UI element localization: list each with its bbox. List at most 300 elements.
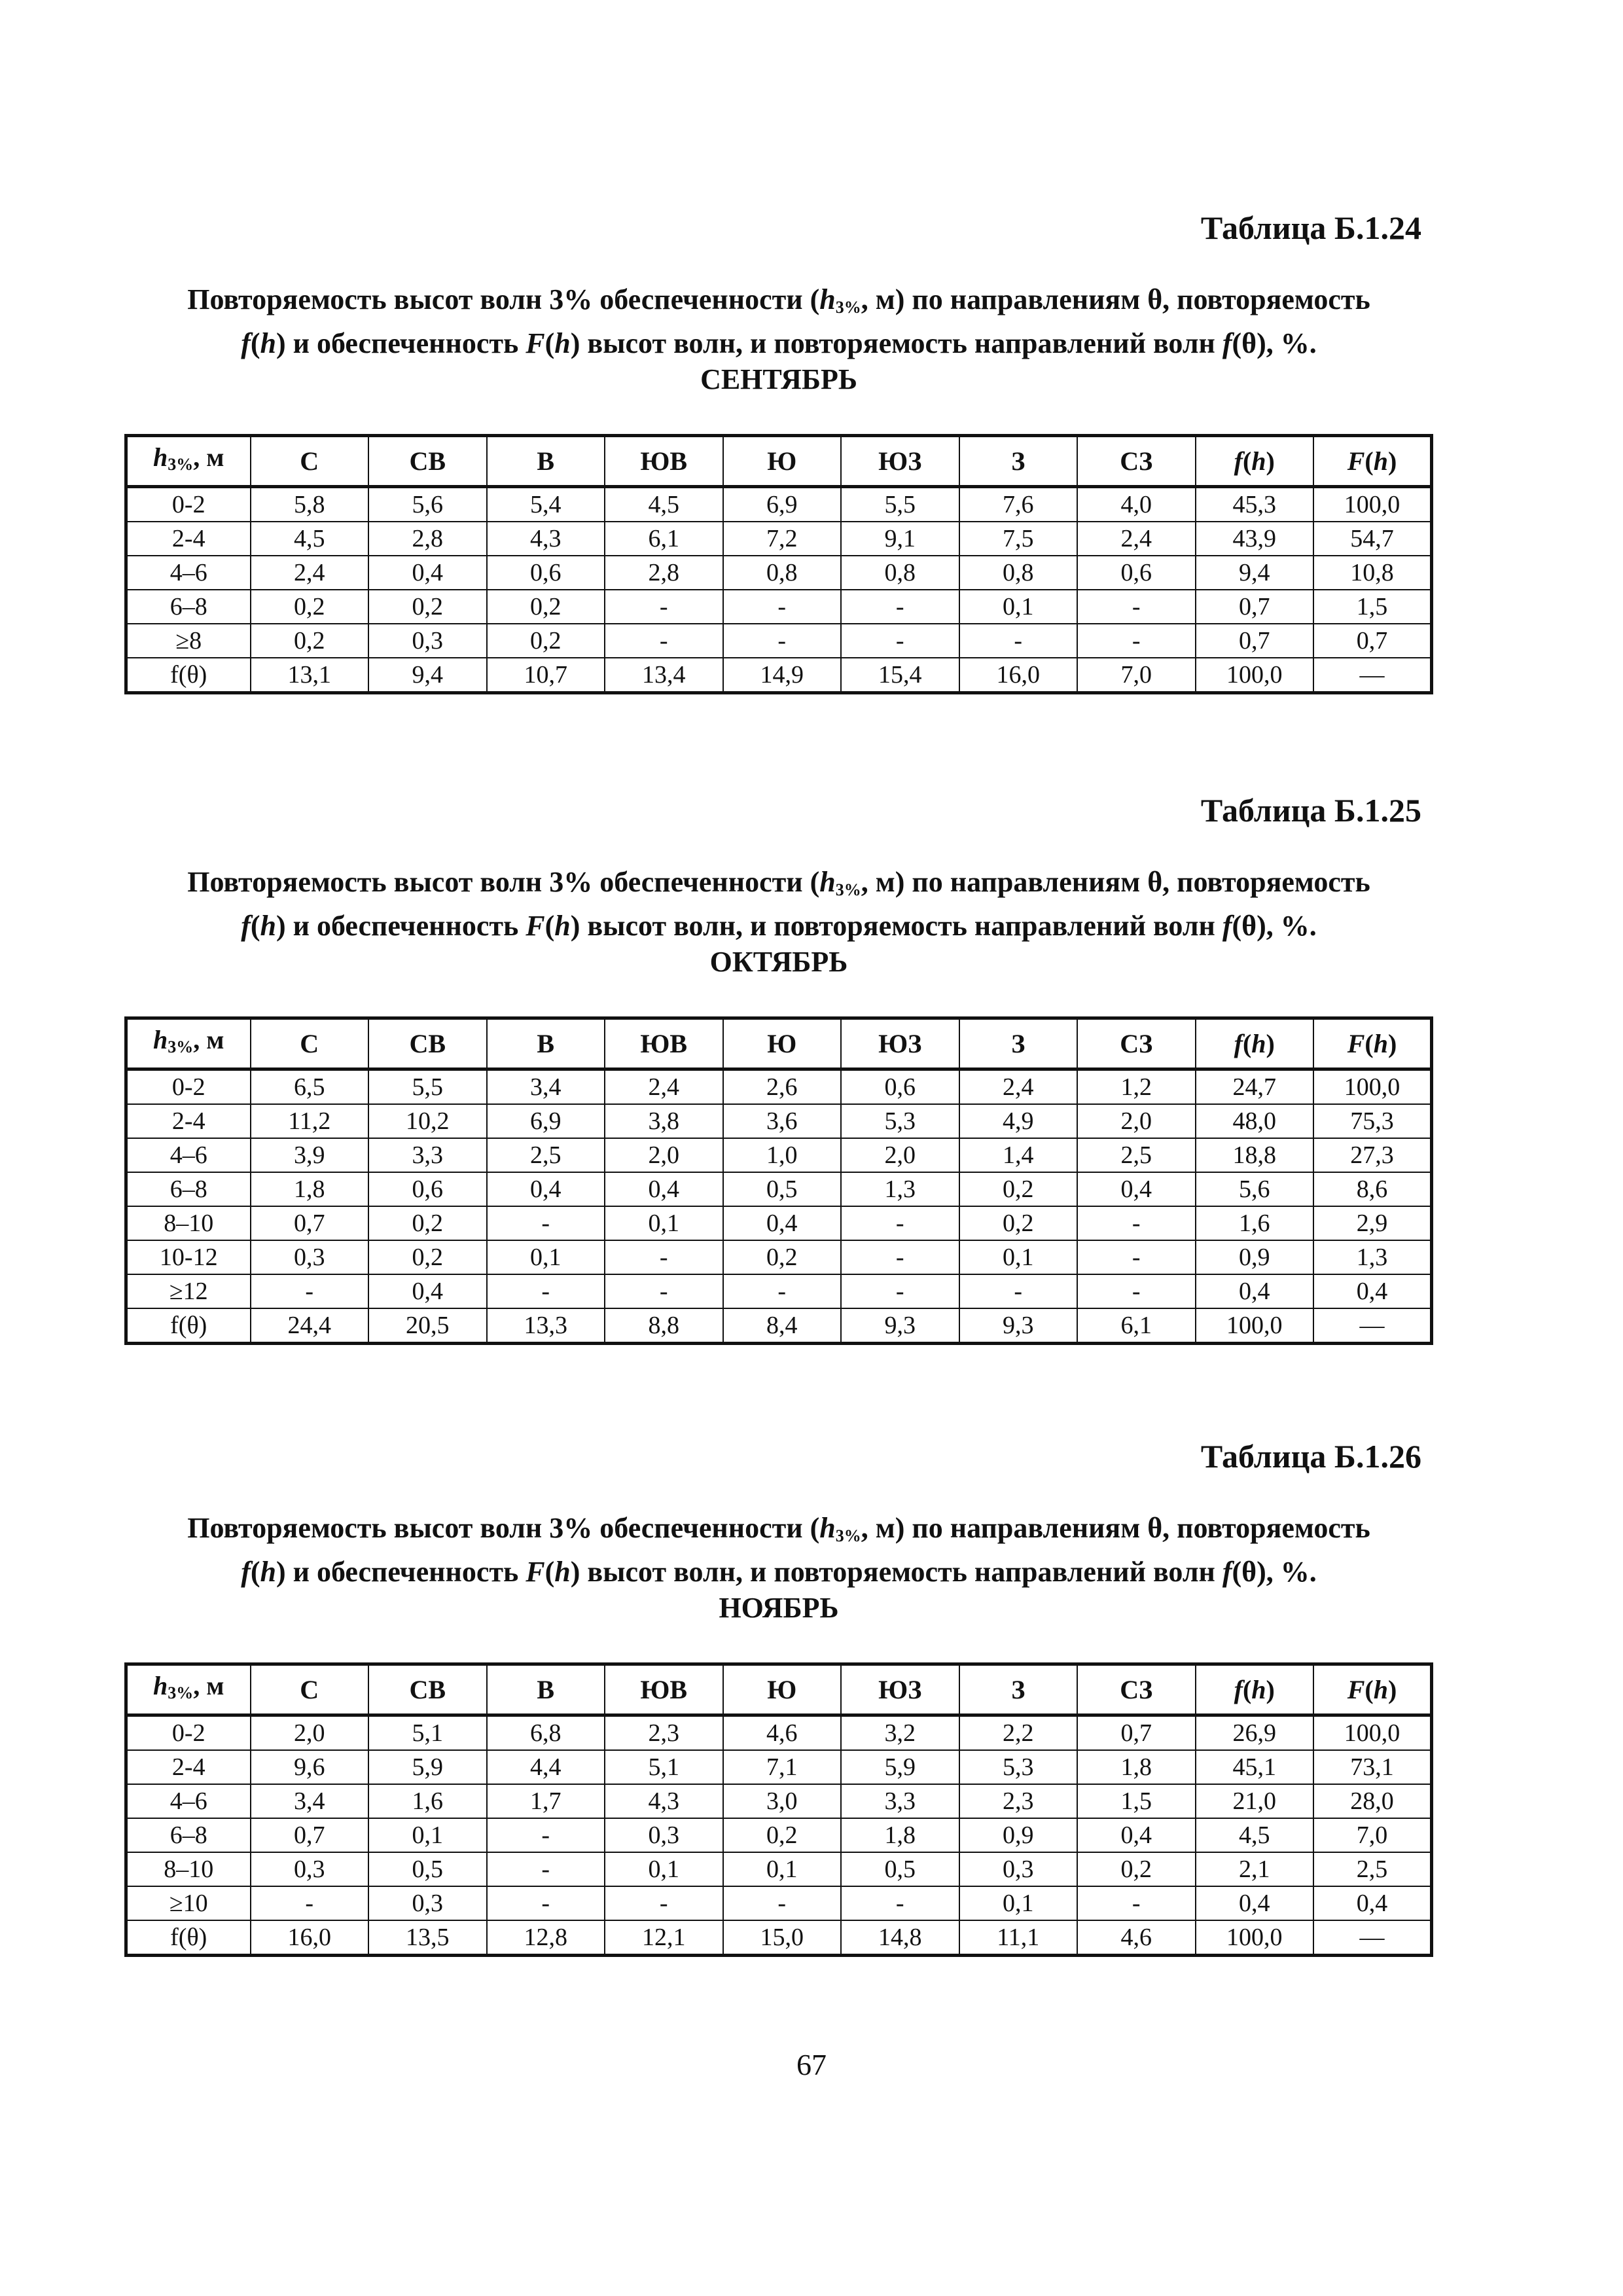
value-cell: 2,0 (1077, 1104, 1196, 1138)
value-cell: — (1313, 658, 1432, 693)
table-row (126, 1274, 1432, 1308)
value-cell: 2,3 (605, 1715, 723, 1751)
value-cell: 10,8 (1313, 556, 1432, 590)
value-cell: 0,4 (368, 556, 487, 590)
row-label-cell: 2-4 (126, 1104, 251, 1138)
value-cell: 2,2 (959, 1715, 1078, 1751)
value-cell: 3,4 (251, 1784, 369, 1818)
table-row (126, 1206, 1432, 1240)
value-cell: 1,2 (1077, 1069, 1196, 1105)
month-title: ОКТЯБРЬ (709, 946, 848, 978)
value-cell: 3,6 (723, 1104, 842, 1138)
value-cell: 0,3 (605, 1818, 723, 1852)
value-cell: 14,8 (841, 1920, 959, 1956)
table-section (124, 791, 1433, 1345)
header-cell: З (959, 436, 1078, 487)
header-cell: ЮВ (605, 436, 723, 487)
value-cell: 0,6 (1077, 556, 1196, 590)
header-cell: F(h) (1313, 1664, 1432, 1715)
value-cell: 8,8 (605, 1308, 723, 1344)
value-cell: 3,0 (723, 1784, 842, 1818)
value-cell: 0,8 (723, 556, 842, 590)
value-cell: 13,3 (487, 1308, 605, 1344)
value-cell: 0,4 (487, 1172, 605, 1206)
value-cell: 1,3 (841, 1172, 959, 1206)
row-label-cell: ≥12 (126, 1274, 251, 1308)
header-cell: ЮЗ (841, 1664, 959, 1715)
value-cell: 15,0 (723, 1920, 842, 1956)
value-cell: 2,5 (487, 1138, 605, 1172)
header-cell: В (487, 436, 605, 487)
month-title: НОЯБРЬ (719, 1592, 839, 1624)
caption-line-1: Повторяемость высот волн 3% обеспеченности ($h_{3\%}$, м) по направлениям θ, повторяемость (187, 1512, 1370, 1545)
value-cell: 0,1 (605, 1852, 723, 1886)
value-cell: 24,7 (1196, 1069, 1314, 1105)
table-caption (124, 1510, 1433, 1626)
value-cell: 7,0 (1313, 1818, 1432, 1852)
value-cell: 6,9 (487, 1104, 605, 1138)
value-cell: - (841, 1240, 959, 1274)
page-number: 67 (796, 2048, 827, 2081)
value-cell: 9,6 (251, 1750, 369, 1784)
value-cell: 0,7 (1196, 624, 1314, 658)
value-cell: 1,5 (1313, 590, 1432, 624)
value-cell: 0,7 (1077, 1715, 1196, 1751)
value-cell: 11,2 (251, 1104, 369, 1138)
value-cell: 7,0 (1077, 658, 1196, 693)
table-row (126, 1818, 1432, 1852)
row-label-cell: 4–6 (126, 1784, 251, 1818)
header-cell: С (251, 436, 369, 487)
header-cell: Ю (723, 1018, 842, 1069)
value-cell: - (723, 1886, 842, 1920)
table-row (126, 556, 1432, 590)
value-cell: 0,3 (251, 1240, 369, 1274)
value-cell: - (959, 624, 1078, 658)
value-cell: 10,7 (487, 658, 605, 693)
value-cell: 2,9 (1313, 1206, 1432, 1240)
value-cell: 0,2 (251, 590, 369, 624)
value-cell: - (251, 1274, 369, 1308)
value-cell: — (1313, 1920, 1432, 1956)
value-cell: 0,2 (1077, 1852, 1196, 1886)
row-label-cell: 0-2 (126, 1069, 251, 1105)
value-cell: 20,5 (368, 1308, 487, 1344)
value-cell: - (605, 1886, 723, 1920)
header-cell: З (959, 1664, 1078, 1715)
value-cell: 9,3 (959, 1308, 1078, 1344)
value-cell: 5,3 (841, 1104, 959, 1138)
value-cell: 1,6 (368, 1784, 487, 1818)
caption-line-2: f(h) и обеспеченность F(h) высот волн, и повторяемость направлений волн f(θ), %. (241, 910, 1317, 942)
row-label-cell: 2-4 (126, 1750, 251, 1784)
table-header-row (126, 1664, 1432, 1715)
value-cell: 48,0 (1196, 1104, 1314, 1138)
value-cell: 0,2 (487, 624, 605, 658)
value-cell: 8,4 (723, 1308, 842, 1344)
value-cell: - (841, 1886, 959, 1920)
table-row (126, 487, 1432, 522)
header-cell-height: $h_{3\%}$, м (126, 1018, 251, 1069)
value-cell: - (487, 1274, 605, 1308)
value-cell: 3,2 (841, 1715, 959, 1751)
value-cell: 5,4 (487, 487, 605, 522)
value-cell: 6,1 (1077, 1308, 1196, 1344)
value-cell: 2,4 (251, 556, 369, 590)
table-section (124, 1437, 1433, 1957)
value-cell: 0,1 (723, 1852, 842, 1886)
value-cell: 2,4 (959, 1069, 1078, 1105)
value-cell: 5,6 (1196, 1172, 1314, 1206)
value-cell: 0,4 (1077, 1818, 1196, 1852)
value-cell: 100,0 (1313, 1069, 1432, 1105)
value-cell: 21,0 (1196, 1784, 1314, 1818)
value-cell: 7,1 (723, 1750, 842, 1784)
value-cell: 3,3 (368, 1138, 487, 1172)
value-cell: 2,5 (1313, 1852, 1432, 1886)
table-caption (124, 864, 1433, 980)
value-cell: 5,6 (368, 487, 487, 522)
value-cell: 9,4 (368, 658, 487, 693)
value-cell: 16,0 (251, 1920, 369, 1956)
value-cell: 5,3 (959, 1750, 1078, 1784)
value-cell: 5,1 (368, 1715, 487, 1751)
value-cell: - (605, 1240, 723, 1274)
value-cell: 4,9 (959, 1104, 1078, 1138)
table-caption (124, 281, 1433, 397)
value-cell: 0,7 (1196, 590, 1314, 624)
value-cell: 4,3 (487, 522, 605, 556)
value-cell: 3,9 (251, 1138, 369, 1172)
value-cell: 13,5 (368, 1920, 487, 1956)
header-cell: Ю (723, 436, 842, 487)
value-cell: 0,4 (368, 1274, 487, 1308)
table-row (126, 1069, 1432, 1105)
value-cell: 0,4 (605, 1172, 723, 1206)
value-cell: - (1077, 1274, 1196, 1308)
value-cell: 6,9 (723, 487, 842, 522)
value-cell: - (487, 1206, 605, 1240)
header-cell: ЮЗ (841, 436, 959, 487)
header-cell: В (487, 1664, 605, 1715)
value-cell: 0,3 (251, 1852, 369, 1886)
row-label-cell: 8–10 (126, 1852, 251, 1886)
value-cell: 16,0 (959, 658, 1078, 693)
value-cell: 0,1 (368, 1818, 487, 1852)
value-cell: - (251, 1886, 369, 1920)
value-cell: 7,2 (723, 522, 842, 556)
row-label-cell: ≥10 (126, 1886, 251, 1920)
value-cell: 100,0 (1196, 1308, 1314, 1344)
value-cell: 3,4 (487, 1069, 605, 1105)
value-cell: 75,3 (1313, 1104, 1432, 1138)
value-cell: 0,2 (251, 624, 369, 658)
table-row (126, 1240, 1432, 1274)
header-cell-height: $h_{3\%}$, м (126, 436, 251, 487)
value-cell: 0,3 (368, 1886, 487, 1920)
value-cell: 0,2 (959, 1172, 1078, 1206)
value-cell: 54,7 (1313, 522, 1432, 556)
header-cell: С (251, 1664, 369, 1715)
value-cell: 7,6 (959, 487, 1078, 522)
value-cell: 0,2 (723, 1818, 842, 1852)
value-cell: 0,7 (251, 1818, 369, 1852)
value-cell: 13,1 (251, 658, 369, 693)
value-cell: 11,1 (959, 1920, 1078, 1956)
month-title: СЕНТЯБРЬ (700, 363, 857, 395)
value-cell: 0,6 (841, 1069, 959, 1105)
row-label-cell: f(θ) (126, 1920, 251, 1956)
value-cell: 27,3 (1313, 1138, 1432, 1172)
value-cell: 5,9 (368, 1750, 487, 1784)
table-row (126, 658, 1432, 693)
value-cell: - (1077, 1206, 1196, 1240)
value-cell: 4,5 (1196, 1818, 1314, 1852)
table-row (126, 1172, 1432, 1206)
value-cell: 1,5 (1077, 1784, 1196, 1818)
value-cell: - (605, 624, 723, 658)
table-row (126, 1886, 1432, 1920)
value-cell: 5,1 (605, 1750, 723, 1784)
header-cell: СВ (368, 436, 487, 487)
value-cell: 4,6 (1077, 1920, 1196, 1956)
value-cell: 4,3 (605, 1784, 723, 1818)
value-cell: 45,3 (1196, 487, 1314, 522)
value-cell: - (1077, 1240, 1196, 1274)
value-cell: - (487, 1852, 605, 1886)
value-cell: 2,5 (1077, 1138, 1196, 1172)
value-cell: 9,1 (841, 522, 959, 556)
value-cell: 2,1 (1196, 1852, 1314, 1886)
row-label-cell: 6–8 (126, 1172, 251, 1206)
value-cell: 0,4 (1313, 1274, 1432, 1308)
value-cell: 0,2 (368, 590, 487, 624)
value-cell: 100,0 (1313, 487, 1432, 522)
value-cell: 7,5 (959, 522, 1078, 556)
value-cell: 0,3 (959, 1852, 1078, 1886)
value-cell: 1,7 (487, 1784, 605, 1818)
value-cell: 9,4 (1196, 556, 1314, 590)
value-cell: 5,5 (368, 1069, 487, 1105)
value-cell: - (1077, 1886, 1196, 1920)
row-label-cell: 2-4 (126, 522, 251, 556)
value-cell: 0,2 (368, 1240, 487, 1274)
value-cell: 18,8 (1196, 1138, 1314, 1172)
value-cell: — (1313, 1308, 1432, 1344)
wave-height-table (124, 434, 1433, 694)
value-cell: 0,1 (959, 590, 1078, 624)
value-cell: 0,4 (723, 1206, 842, 1240)
header-cell: F(h) (1313, 436, 1432, 487)
value-cell: 2,8 (368, 522, 487, 556)
value-cell: 24,4 (251, 1308, 369, 1344)
value-cell: 0,1 (487, 1240, 605, 1274)
value-cell: 13,4 (605, 658, 723, 693)
value-cell: 43,9 (1196, 522, 1314, 556)
value-cell: 0,6 (368, 1172, 487, 1206)
row-label-cell: 0-2 (126, 487, 251, 522)
caption-line-1: Повторяемость высот волн 3% обеспеченности ($h_{3\%}$, м) по направлениям θ, повторяемость (187, 283, 1370, 317)
value-cell: 4,5 (605, 487, 723, 522)
value-cell: - (1077, 624, 1196, 658)
value-cell: 100,0 (1196, 1920, 1314, 1956)
value-cell: 0,2 (959, 1206, 1078, 1240)
value-cell: 9,3 (841, 1308, 959, 1344)
wave-height-table (124, 1016, 1433, 1345)
table-row (126, 590, 1432, 624)
value-cell: 0,1 (959, 1240, 1078, 1274)
value-cell: 2,0 (841, 1138, 959, 1172)
value-cell: 1,0 (723, 1138, 842, 1172)
value-cell: 14,9 (723, 658, 842, 693)
table-row (126, 522, 1432, 556)
table-number: Таблица Б.1.26 (1200, 1438, 1421, 1475)
value-cell: - (841, 1274, 959, 1308)
value-cell: 0,2 (368, 1206, 487, 1240)
caption-line-2: f(h) и обеспеченность F(h) высот волн, и повторяемость направлений волн f(θ), %. (241, 327, 1317, 359)
value-cell: 6,1 (605, 522, 723, 556)
value-cell: 15,4 (841, 658, 959, 693)
value-cell: 0,4 (1196, 1886, 1314, 1920)
value-cell: 12,1 (605, 1920, 723, 1956)
value-cell: 0,4 (1196, 1274, 1314, 1308)
value-cell: 3,3 (841, 1784, 959, 1818)
value-cell: 8,6 (1313, 1172, 1432, 1206)
wave-height-table (124, 1662, 1433, 1957)
value-cell: 1,8 (251, 1172, 369, 1206)
value-cell: 28,0 (1313, 1784, 1432, 1818)
row-label-cell: 6–8 (126, 1818, 251, 1852)
header-cell: ЮЗ (841, 1018, 959, 1069)
table-row (126, 1715, 1432, 1751)
row-label-cell: 8–10 (126, 1206, 251, 1240)
value-cell: 0,7 (251, 1206, 369, 1240)
header-cell: СЗ (1077, 436, 1196, 487)
row-label-cell: 4–6 (126, 556, 251, 590)
value-cell: 5,8 (251, 487, 369, 522)
value-cell: 0,1 (605, 1206, 723, 1240)
value-cell: 0,5 (368, 1852, 487, 1886)
header-cell: F(h) (1313, 1018, 1432, 1069)
row-label-cell: 10-12 (126, 1240, 251, 1274)
value-cell: 1,8 (841, 1818, 959, 1852)
header-cell: f(h) (1196, 1664, 1314, 1715)
value-cell: 2,8 (605, 556, 723, 590)
value-cell: 3,8 (605, 1104, 723, 1138)
value-cell: 2,0 (251, 1715, 369, 1751)
table-row (126, 1784, 1432, 1818)
value-cell: 0,8 (841, 556, 959, 590)
value-cell: 10,2 (368, 1104, 487, 1138)
value-cell: - (605, 590, 723, 624)
value-cell: 1,4 (959, 1138, 1078, 1172)
value-cell: 100,0 (1313, 1715, 1432, 1751)
header-cell: f(h) (1196, 1018, 1314, 1069)
header-cell: В (487, 1018, 605, 1069)
value-cell: 4,0 (1077, 487, 1196, 522)
header-cell: З (959, 1018, 1078, 1069)
value-cell: 1,3 (1313, 1240, 1432, 1274)
value-cell: - (487, 1818, 605, 1852)
value-cell: 6,8 (487, 1715, 605, 1751)
value-cell: 0,4 (1077, 1172, 1196, 1206)
value-cell: - (723, 590, 842, 624)
header-cell: СВ (368, 1018, 487, 1069)
value-cell: 2,4 (605, 1069, 723, 1105)
value-cell: 73,1 (1313, 1750, 1432, 1784)
value-cell: 0,2 (487, 590, 605, 624)
value-cell: 0,3 (368, 624, 487, 658)
value-cell: - (841, 590, 959, 624)
table-header-row (126, 1018, 1432, 1069)
table-row (126, 1138, 1432, 1172)
table-row (126, 1852, 1432, 1886)
value-cell: 5,5 (841, 487, 959, 522)
value-cell: 0,4 (1313, 1886, 1432, 1920)
value-cell: 0,8 (959, 556, 1078, 590)
value-cell: 26,9 (1196, 1715, 1314, 1751)
value-cell: - (723, 1274, 842, 1308)
value-cell: - (841, 624, 959, 658)
value-cell: - (959, 1274, 1078, 1308)
table-section (124, 208, 1433, 694)
value-cell: 0,2 (723, 1240, 842, 1274)
table-number: Таблица Б.1.25 (1200, 792, 1421, 829)
header-cell: ЮВ (605, 1018, 723, 1069)
header-cell: СЗ (1077, 1018, 1196, 1069)
header-cell: Ю (723, 1664, 842, 1715)
row-label-cell: 6–8 (126, 590, 251, 624)
row-label-cell: 0-2 (126, 1715, 251, 1751)
value-cell: - (841, 1206, 959, 1240)
row-label-cell: ≥8 (126, 624, 251, 658)
table-row (126, 1104, 1432, 1138)
value-cell: 2,3 (959, 1784, 1078, 1818)
value-cell: 2,0 (605, 1138, 723, 1172)
value-cell: 0,6 (487, 556, 605, 590)
header-cell: ЮВ (605, 1664, 723, 1715)
table-row (126, 1308, 1432, 1344)
table-row (126, 624, 1432, 658)
value-cell: 0,7 (1313, 624, 1432, 658)
value-cell: - (605, 1274, 723, 1308)
table-header-row (126, 436, 1432, 487)
header-cell: С (251, 1018, 369, 1069)
caption-line-2: f(h) и обеспеченность F(h) высот волн, и повторяемость направлений волн f(θ), %. (241, 1556, 1317, 1588)
table-row (126, 1750, 1432, 1784)
value-cell: - (487, 1886, 605, 1920)
header-cell-height: $h_{3\%}$, м (126, 1664, 251, 1715)
value-cell: 6,5 (251, 1069, 369, 1105)
value-cell: 0,9 (1196, 1240, 1314, 1274)
value-cell: 45,1 (1196, 1750, 1314, 1784)
header-cell: СЗ (1077, 1664, 1196, 1715)
value-cell: 0,1 (959, 1886, 1078, 1920)
row-label-cell: 4–6 (126, 1138, 251, 1172)
value-cell: 0,5 (723, 1172, 842, 1206)
value-cell: 0,5 (841, 1852, 959, 1886)
caption-line-1: Повторяемость высот волн 3% обеспеченности ($h_{3\%}$, м) по направлениям θ, повторяемость (187, 866, 1370, 899)
row-label-cell: f(θ) (126, 1308, 251, 1344)
row-label-cell: f(θ) (126, 658, 251, 693)
value-cell: 12,8 (487, 1920, 605, 1956)
value-cell: 2,6 (723, 1069, 842, 1105)
header-cell: СВ (368, 1664, 487, 1715)
value-cell: - (723, 624, 842, 658)
value-cell: 100,0 (1196, 658, 1314, 693)
header-cell: f(h) (1196, 436, 1314, 487)
table-row (126, 1920, 1432, 1956)
